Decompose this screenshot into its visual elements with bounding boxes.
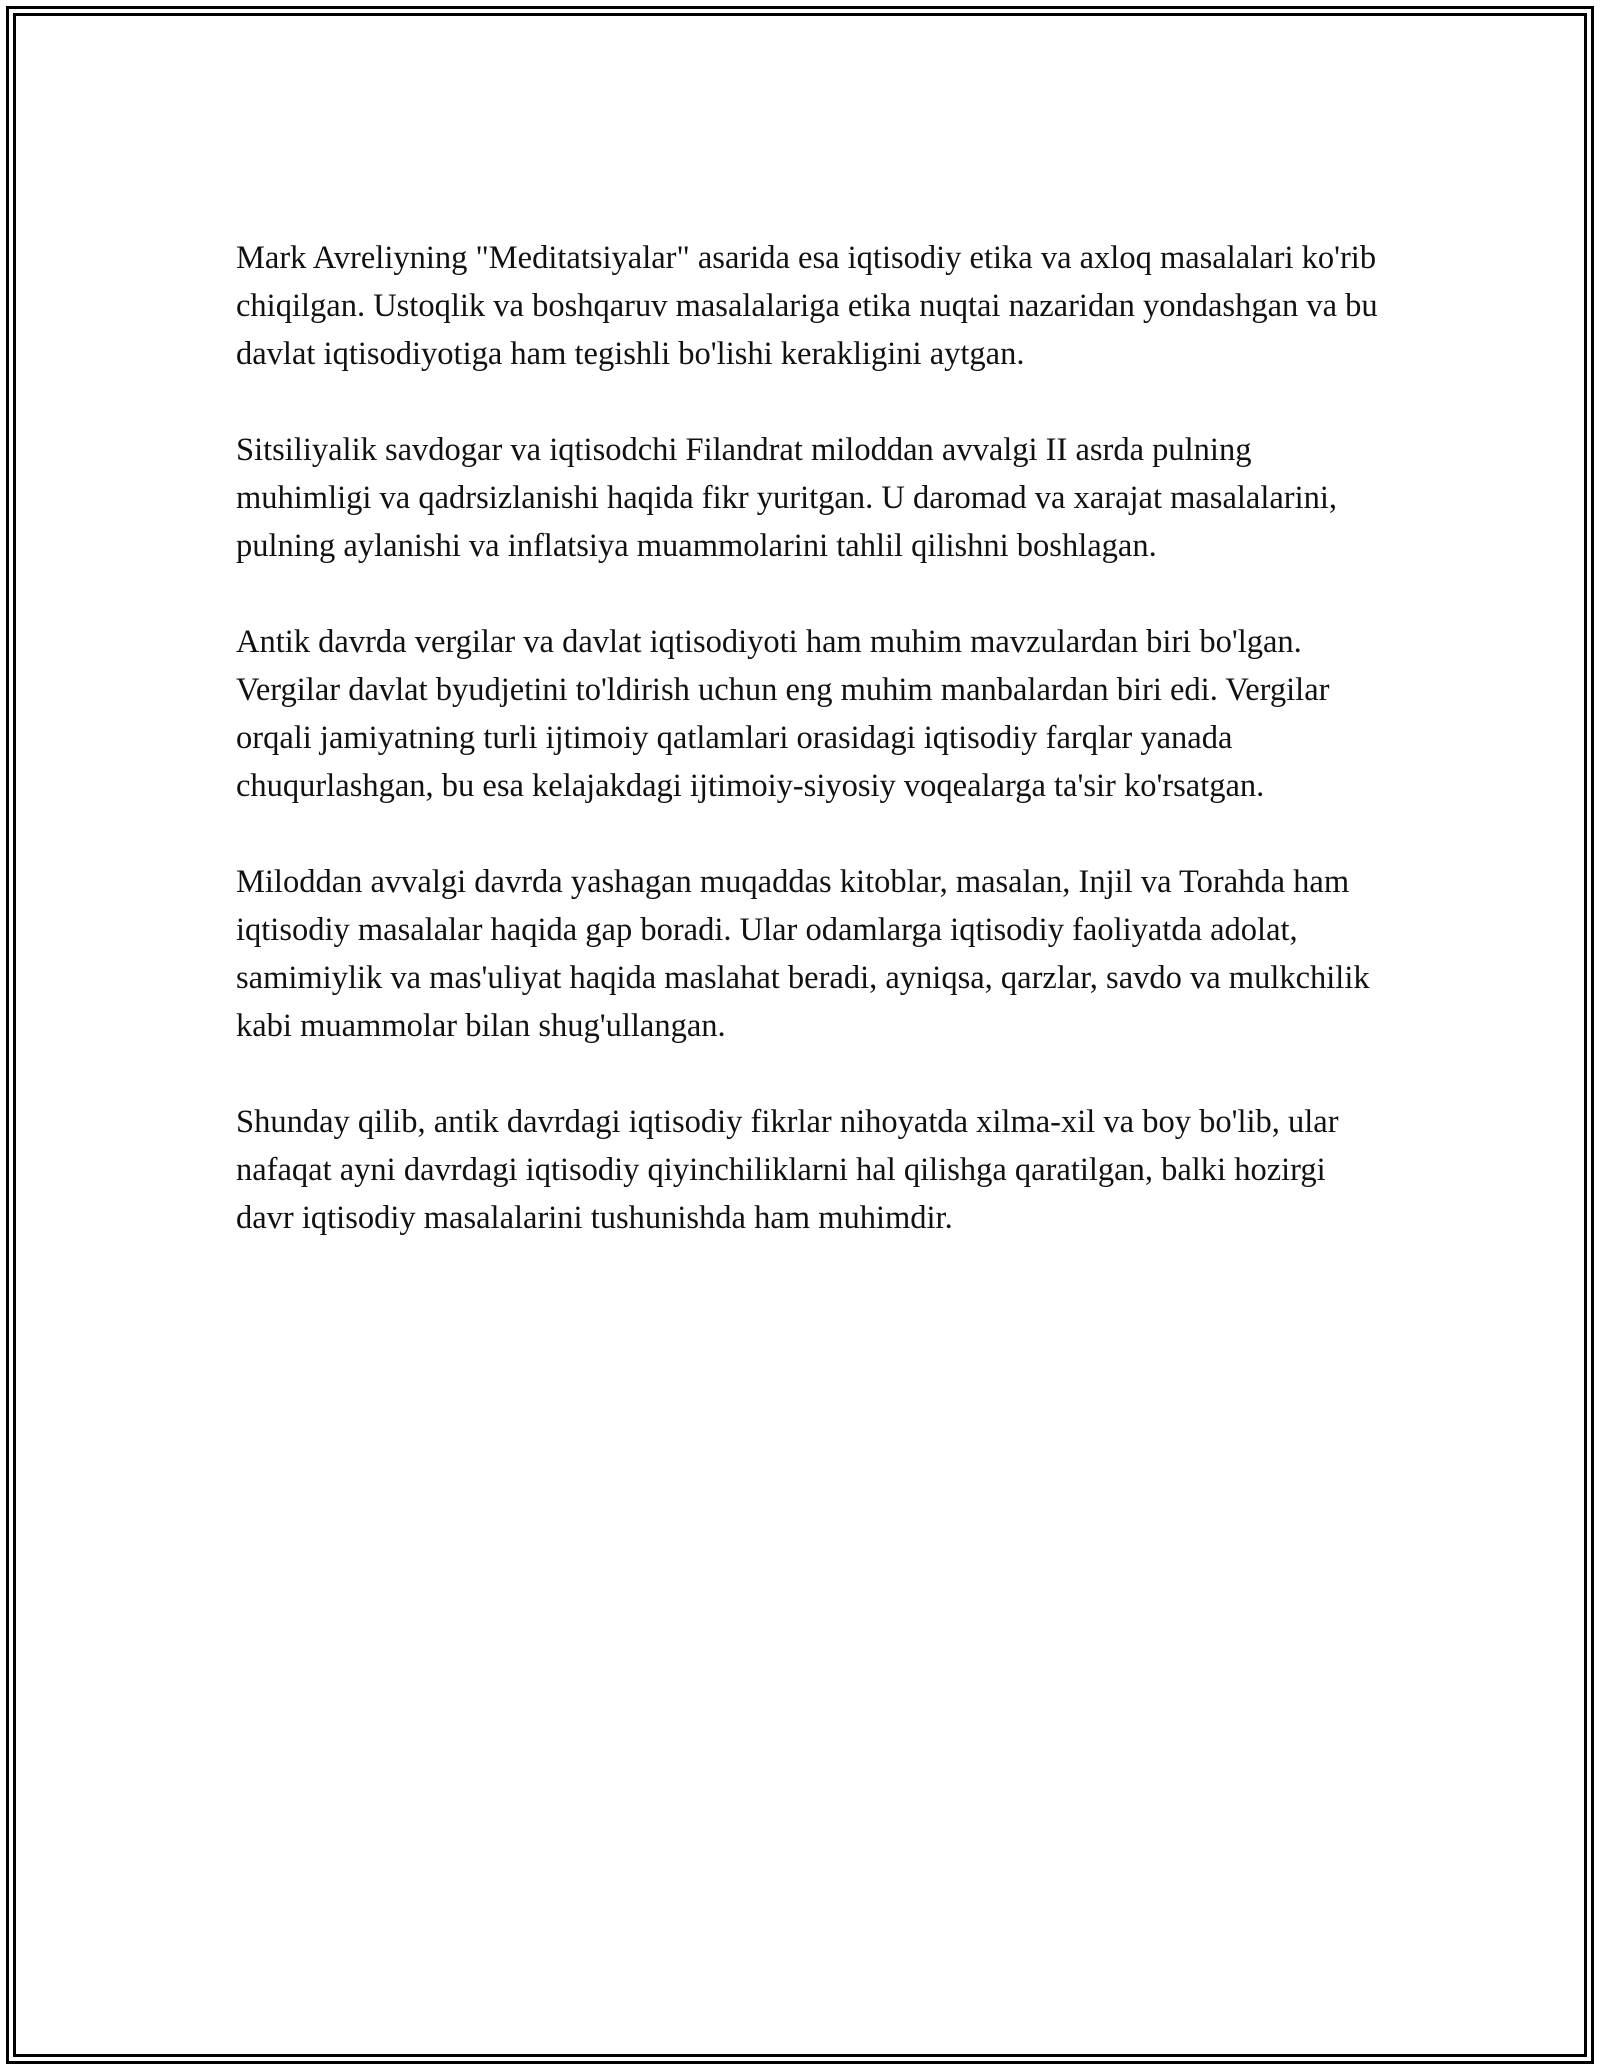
paragraph-marcus-aurelius: Mark Avreliyning "Meditatsiyalar" asarida esa iqtisodiy etika va axloq masalalari ko'rib chiqilgan. Ustoqlik va boshqaruv masalalariga etika nuqtai nazaridan yondashgan va bu davlat iqtisodiyotiga ham tegishli bo'lishi kerakligini aytgan. (236, 240, 1378, 372)
paragraph-conclusion: Shunday qilib, antik davrdagi iqtisodiy fikrlar nihoyatda xilma-xil va boy bo'lib, ular nafaqat ayni davrdagi iqtisodiy qiyinchiliklarni hal qilishga qaratilgan, balki hozirgi davr iqtisodiy masalalarini tushunishda ham muhimdir. (236, 1104, 1339, 1236)
document-body (236, 234, 1386, 1290)
paragraph-sicilian-merchant: Sitsiliyalik savdogar va iqtisodchi Filandrat miloddan avvalgi II asrda pulning muhimligi va qadrsizlanishi haqida fikr yuritgan. U daromad va xarajat masalalarini, pulning aylanishi va inflatsiya muammolarini tahlil qilishni boshlagan. (236, 432, 1338, 564)
paragraph-taxes: Antik davrda vergilar va davlat iqtisodiyoti ham muhim mavzulardan biri bo'lgan. Vergilar davlat byudjetini to'ldirish uchun eng muhim manbalardan biri edi. Vergilar orqali jamiyatning turli ijtimoiy qatlamlari orasidagi iqtisodiy farqlar yanada chuqurlashgan, bu esa kelajakdagi ijtimoiy-siyosiy voqealarga ta'sir ko'rsatgan. (236, 624, 1330, 804)
paragraph-holy-books: Miloddan avvalgi davrda yashagan muqaddas kitoblar, masalan, Injil va Torahda ham iqtisodiy masalalar haqida gap boradi. Ular odamlarga iqtisodiy faoliyatda adolat, samimiylik va mas'uliyat haqida maslahat beradi, ayniqsa, qarzlar, savdo va mulkchilik kabi muammolar bilan shug'ullangan. (236, 864, 1370, 1044)
